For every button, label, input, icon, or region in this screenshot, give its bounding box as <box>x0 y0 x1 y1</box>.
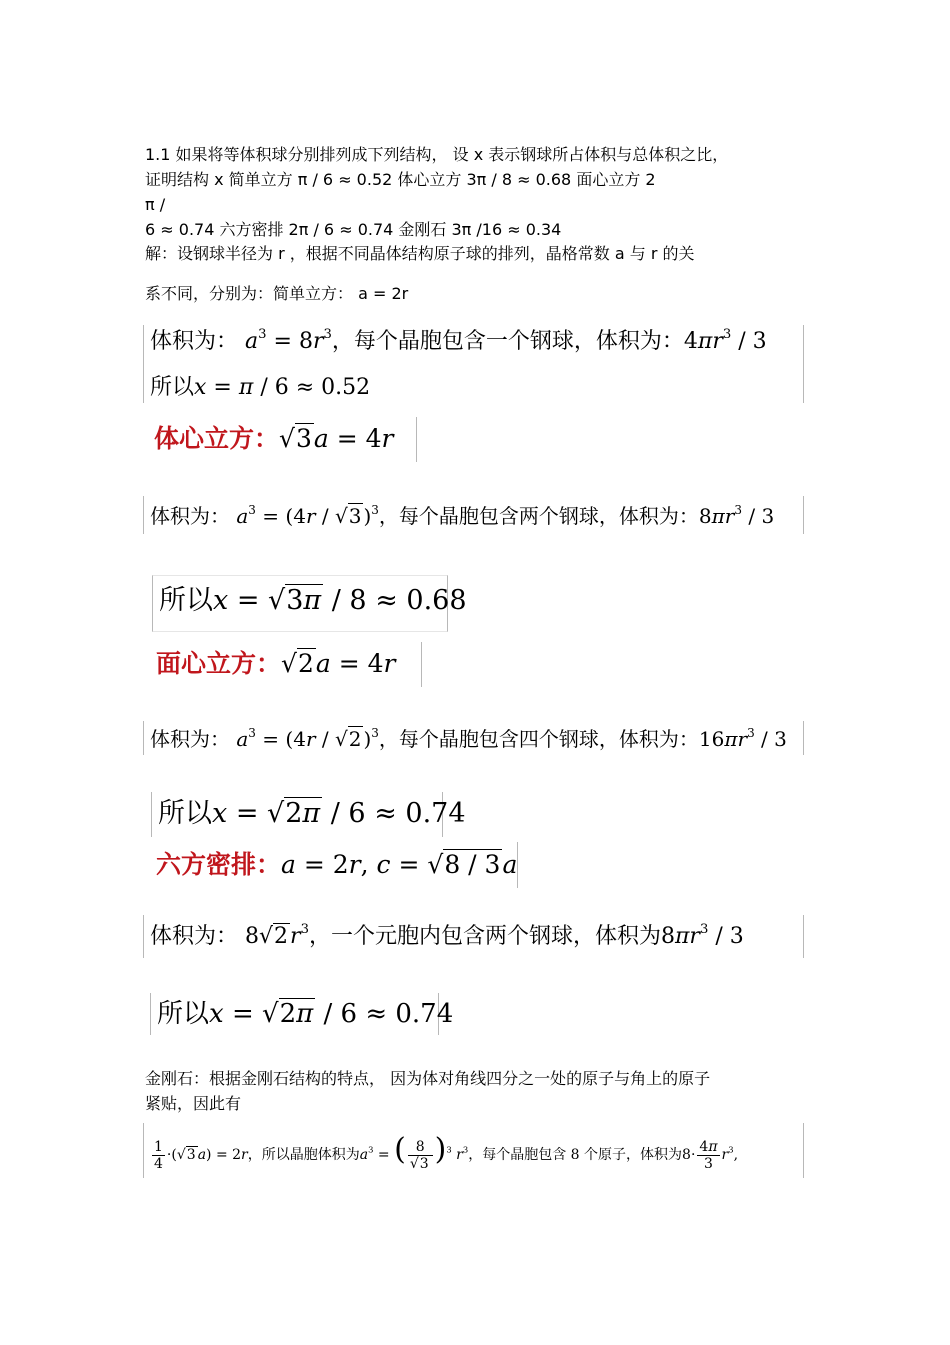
fcc-volume-box <box>143 721 804 755</box>
diamond-formula-box <box>143 1123 804 1178</box>
solution-line-1: 解：设钢球半径为 r ，根据不同晶体结构原子球的排列，晶格常数 a 与 r 的关 <box>145 244 695 263</box>
simple-cubic-result-line: 所以x = π / 6 ≈ 0.52 <box>150 375 371 400</box>
solution-line-2: 系不同，分别为：简单立方： a = 2r <box>145 284 409 303</box>
bcc-result-box <box>152 575 467 632</box>
problem-line-4: 6 ≈ 0.74 六方密排 2π / 6 ≈ 0.74 金刚石 3π /16 ≈ 0.34 <box>145 220 562 239</box>
fcc-heading: 面心立方：√2a = 4r <box>156 649 396 678</box>
bcc-volume-box <box>143 496 804 534</box>
fcc-result-line: 所以x = √2π / 6 ≈ 0.74 <box>158 798 466 829</box>
problem-line-3: π / <box>145 195 166 214</box>
fcc-heading-box <box>150 642 422 687</box>
bcc-volume-line: 体积为： $a^3 = (4r / √3$ )$^3$，每个晶胞包含两个钢球，体积为：$8\pi r^3 / 3$ <box>150 503 775 528</box>
problem-line-1: 1.1 如果将等体积球分别排列成下列结构， 设 x 表示钢球所占体积与总体积之比， <box>145 145 729 164</box>
fcc-result-box <box>151 792 466 837</box>
hcp-heading: 六方密排：a = 2r, c = √8 / 3a <box>156 850 518 879</box>
bcc-heading-box <box>148 417 417 462</box>
fcc-volume-line: 体积为： $a^3 = (4r / √2$ )$^3$，每个晶胞包含四个钢球，体积为：$16\pi r^3 / 3$ <box>150 726 787 751</box>
hcp-heading-box <box>150 842 518 888</box>
hcp-result-line: 所以x = √2π / 6 ≈ 0.74 <box>157 999 454 1029</box>
simple-cubic-volume-line: 体积为： $a^3 = 8r^3$，每个晶胞包含一个钢球，体积为：$4\pi r^3 / 3$ <box>150 327 767 354</box>
diamond-formula-line: $\frac{1}{4}$ ·(√3 a) = 2r，所以晶胞体积为$a^3$ = ( $\frac{8}{√3}$ )$^3$ $r^3$，每个晶胞包含 8 个原子，体积为8· $\frac{4\pi}{3}$ $r^3$, <box>154 1132 739 1172</box>
hcp-volume-box <box>143 915 804 958</box>
diamond-line-1: 金刚石：根据金刚石结构的特点， 因为体对角线四分之一处的原子与角上的原子 <box>145 1069 711 1088</box>
diamond-line-2: 紧贴，因此有 <box>145 1094 242 1113</box>
problem-line-2: 证明结构 x 简单立方 π / 6 ≈ 0.52 体心立方 3π / 8 ≈ 0.68 面心立方 2 <box>145 170 656 189</box>
hcp-result-box <box>150 993 454 1035</box>
hcp-volume-line: 体积为： $8√2r^3$，一个元胞内包含两个钢球，体积为$8\pi r^3 / 3$ <box>150 922 744 949</box>
simple-cubic-formula-box <box>143 325 804 403</box>
bcc-result-line: 所以x = √3π / 8 ≈ 0.68 <box>159 585 467 616</box>
bcc-heading: 体心立方：√3a = 4r <box>154 424 394 453</box>
